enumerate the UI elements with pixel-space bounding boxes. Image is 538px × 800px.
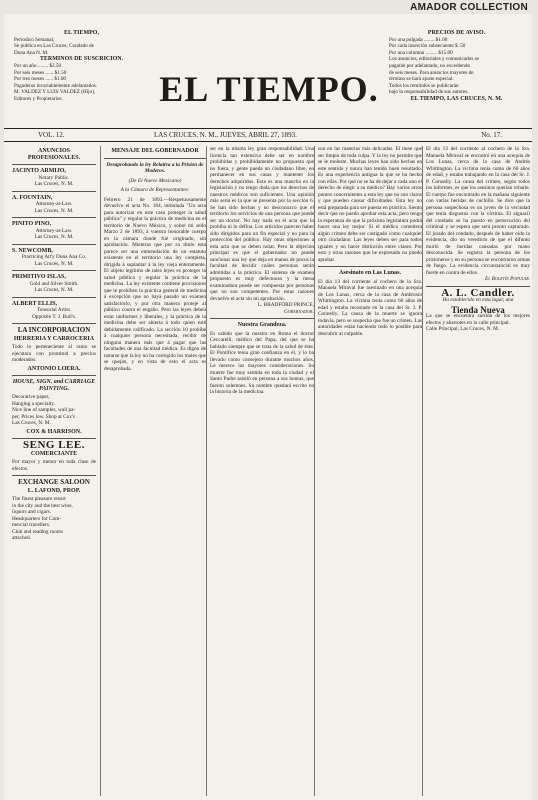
right-ear-line: término se hará ajuste especial. xyxy=(389,76,454,83)
article-heading: Asesinato en Las Lunas. xyxy=(338,270,401,276)
newspaper-title: EL TIEMPO. xyxy=(159,69,379,109)
card-line: Las Cruces, N. M. xyxy=(34,234,74,240)
ad-exchange-line: Headquarters for Com- xyxy=(12,515,62,522)
right-ear-line: EL TIEMPO, LAS CRUCES, N. M. xyxy=(410,95,503,102)
left-ear-line: Editores y Propietarios. xyxy=(14,95,63,102)
ad-exchange-line: in the city and the best wine, xyxy=(12,502,73,509)
ad-exchange-line: liquors and cigars. xyxy=(12,509,51,515)
article-body: son en las materias más delicadas. El tiene que ser limpio de toda culpa. Y la ley no permite que se le moleste. Muchas leyes han sido hechas en este sentido y nunca han tenido buen resultado. Es una experiencia antigua la que se ha hecho con ellas. Por qué no se ha de dejar a cada uno el derecho de elegir a su médico? Hay varios otros puntos concernientes a esta ley que no son claros y que pueden causar dificultades. Esta ley no está preparada para ser puesta en práctica. Siento decir que no puedo aprobar esta acta, pero tengo la esperanza de que la próxima legislatura podrá hacer una ley mejor. Si el médico cometiera algún crimen debe ser castigado como cualquier otro ciudadano. Las leyes deben ser para todos iguales y no hacer distinción entre clases. Por esto y otras razones que he expresado no puedo aprobar. xyxy=(318,146,422,263)
article-body: Febrero 21 de 1893.—Respetuosamente devuelvo el acta No. 184, intitulada "Un acta para autorizar en este caso proteger la salud pública" y regular la práctica de medicina en el territorio de Nuevo México, y sobre mi sello Marzo 2 de 1893, á vuestra honorable cuerpo en la cámara donde fué originado, sin aprobación. Mientras que por su título esta parece ser una enmendación de un estatuto existente en el territorio una ley completa, dirigida á suplantar á la ley vieja enteramente. El objeto legítimo de tales leyes es proteger la salud pública y regular la práctica de la medicina. La ley existente contiene provisiones que le prohíben la práctica general de medicina á excepción que no haya pasado un examen satisfactorio, y por otra manera proteje al público contra el engaño. Pero las leyes deben estar uniformes y liberales, y la práctica de la medicina debe ser abierta á todo quien esté debidamente calificado. La sección 10 prohíbe á cualquier persona necesitada, recibir de ninguna manera más que á pagar que las facultades de una facultad médica. Es digno de notarse que la ley no ha corregido los males que se quejan, y en vista de esto el acta es desaprobada. xyxy=(104,196,206,372)
divider xyxy=(210,318,314,319)
ad-painting-heading: HOUSE, SIGN, and CARRIAGE PAINTING. xyxy=(12,379,96,392)
place-date: LAS CRUCES, N. M., JUEVES, ABRIL 27, 1893. xyxy=(154,131,297,139)
left-ear-line: Dona Ana N. M. xyxy=(14,49,49,56)
ad-painting-line: Decorative paper, xyxy=(12,394,50,400)
divider xyxy=(318,266,422,267)
article-body: El día 13 del corriente al cochero de la Sra. Manuela Miraval fue asesinado en una acequia de Los Lunas, cerca de la casa de Ambrosio Whittington. La víctima tenía como 60 años de edad y estaba recostado en la casa del Sr. J. P. Connelly. La causa de la muerte se ignora todavía, pero se sospecha que fue un crimen. Las autoridades están haciendo todo lo posible para descubrir al culpable. xyxy=(318,278,422,337)
divider xyxy=(12,191,96,192)
ad-exchange-saloon-heading: EXCHANGE SALOON xyxy=(18,478,90,486)
divider xyxy=(12,297,96,298)
right-ear-head: PRECIOS DE AVISO. xyxy=(427,30,486,36)
card-line: Las Cruces, N. M. xyxy=(34,287,74,293)
right-ear-line: pagarán por adelantado, no excediendo xyxy=(389,62,471,69)
card-name: A. FOUNTAIN, xyxy=(12,194,53,201)
ad-exchange-line: Club and reading rooms xyxy=(12,528,64,535)
article-body: El día 13 del corriente al cochero de la Sra. Manuela Miraval se encontró en una acequia de Los Lunas, cerca de la casa de Andrés Whittington. La víctima tenía como de 60 años de edad, y estaba trabajando en la casa del Sr. J. P. Connelly. La causa del crimen, según todos los informes, es que los asesinos querían robarle. El cuerpo fue encontrado en la mañana siguiente con varias heridas de cuchillo. Se dice que la persona sospechosa es un joven de la vecindad que tenía disgustos con la víctima. El alguacil del condado se ha puesto en persecución del criminal y se espera que será pronto capturado. El jurado del condado, después de haber oído la evidencia, dio un veredicto de que el difunto murió de heridas causadas por mano desconocida. Se registra la persona de los prisioneros y en su persona se encontraron armas de fuego. La evidencia circunstancial es muy fuerte en contra de ellos. xyxy=(426,146,530,276)
signature-title: Gobernador. xyxy=(283,308,314,315)
ad-candler-store: Tienda Nueva xyxy=(451,304,505,315)
article-subheading: Desaprobando la ley Relativa a la Prision de Moderos. xyxy=(106,161,204,174)
card-2 xyxy=(12,221,96,241)
ad-painting-signature: COX & HARRISON. xyxy=(26,428,82,435)
ad-exchange-line: mercial travellers. xyxy=(12,522,51,528)
card-line: Attorney-at-Law. xyxy=(35,227,73,234)
dateline xyxy=(4,128,532,142)
right-ear-line: Por cada inserción subsecuente $ .50 xyxy=(389,43,466,50)
article-body: ser en la misma ley gran responsabilidad. Una licencia tan extensiva debe ser en nombre prohibidas y prohibidamente no propuesta que no fuera, y gente pueda un ciudadano libre, en permanecer en sus casas y mantener los derechos adquiridos. Esta es una mancha en la legislación y no tengo duda que los derechos de nuestros médicos son suficientes. Una opinión más seria es la que se presenta por la sección 6. Se han sido hechas y no desconozco que el territorio los servicios de una persona que puede ser un doctor. No hay nada en el acta que lo prohíba ni lo defina. Los artículos parecen haber sido dirigidos para un fin especial y no para la protección del público. Hay otras objeciones a esta acta que se deben notar. Pero la objeción principal es que el gobernador no puede sancionar una ley que deja en manos de pocos la facultad de decidir cuáles personas serán admitidas a la práctica. El sistema de examen propuesto es muy defectuoso y la mesa examinadora puede ser compuesta por personas que no son competentes. Por estas razones devuelvo el acta sin mi aprobación. xyxy=(210,146,314,302)
card-5 xyxy=(12,301,96,321)
ad-seng-lee-text: Por mayor y menor en toda clase de efectos. xyxy=(12,459,96,472)
left-ear-line: Por un año ........ $2.50 xyxy=(14,62,62,69)
divider xyxy=(12,164,96,165)
card-line: Las Cruces, N. M. xyxy=(34,207,74,214)
column-professional-ads xyxy=(12,146,96,796)
ad-painting-line: Nice line of samples, wall pa- xyxy=(12,407,76,413)
card-name: PRIMITIVO ISLAS, xyxy=(12,274,66,280)
ad-painting-line: per, Prices low. Shop at Cox's xyxy=(12,413,75,420)
ad-exchange-saloon-proprietor: L. LAFOND, PROP. xyxy=(27,487,81,494)
card-name: ALBERT ELLIS, xyxy=(12,300,58,307)
card-line: Notary Public. xyxy=(38,174,70,181)
card-line: Gold and Silver Smith. xyxy=(29,280,79,287)
column-five xyxy=(422,146,530,796)
right-ear-line: Todos los remitidos se publicarán xyxy=(389,82,459,89)
volume-number: VOL. 12. xyxy=(38,131,65,139)
article-heading: MENSAJE DEL GOBERNADOR xyxy=(111,148,199,154)
card-line: Attorney-at-Law. xyxy=(35,201,73,207)
ad-incorporacion-signature: ANTONIO LOERA. xyxy=(27,365,81,372)
card-name: JACINTO ARMIJO, xyxy=(12,168,66,174)
card-4 xyxy=(12,274,96,294)
card-name: PINITO PINO, xyxy=(12,221,52,227)
ad-candler-footer: Calle Principal, Las Cruces, N. M. xyxy=(426,326,500,332)
right-ear-line: Por una columna ......... $15.00 xyxy=(389,49,453,56)
ad-seng-lee-subheading: COMERCIANTE xyxy=(30,450,78,457)
column-governor-message xyxy=(100,146,206,796)
divider xyxy=(12,244,96,245)
card-0 xyxy=(12,168,96,188)
right-ear-line: de seis meses. Para anuncios mayores de xyxy=(389,69,474,76)
card-name: S. NEWCOMB, xyxy=(12,247,53,254)
article-attribution: El Boletín Popular. xyxy=(484,276,530,282)
signature-name: L. BRADFORD PRINCE, xyxy=(257,302,314,308)
ad-seng-lee-heading: SENG LEE. xyxy=(23,439,85,451)
divider xyxy=(12,323,96,324)
card-3 xyxy=(12,248,96,268)
columns xyxy=(12,146,528,796)
right-ear-line: bajo la responsabilidad de sus autores. xyxy=(389,89,469,96)
card-1 xyxy=(12,195,96,215)
column-four xyxy=(314,146,422,796)
card-line: Practicing Att'y Dona Ana Co. xyxy=(21,254,87,260)
left-ear-line: TERMINOS DE SUSCRICION. xyxy=(39,56,124,63)
left-ear-line: M. VALDEZ Y LUIS VALDEZ (Hijo), xyxy=(14,89,96,96)
article-greeting: A la Cámara de Representantes: xyxy=(120,187,190,193)
issue-number: No. 17. xyxy=(481,131,502,139)
left-ear-head: EL TIEMPO, xyxy=(64,30,99,36)
masthead xyxy=(4,30,532,126)
ad-incorporacion-text: Todo lo perteneciente al ramo se ejecutara con prontitud a precios moderados. xyxy=(12,344,96,363)
ad-incorporacion-heading: LA INCORPORACION xyxy=(17,326,91,334)
ad-exchange-line: The finest pleasure resort xyxy=(12,496,66,502)
ad-candler-line: Ha establecido en esta lugar, una xyxy=(442,297,514,303)
card-line: Las Cruces, N. M. xyxy=(34,260,74,267)
divider xyxy=(104,158,206,159)
column-three xyxy=(206,146,314,796)
right-ear-line: Por una pulgada ........ $1.00 xyxy=(389,36,448,43)
ad-incorporacion-subheading: HERRERIA Y CARROCERIA xyxy=(13,335,95,342)
ad-painting-line: Hanging a specialty. xyxy=(12,400,56,407)
divider xyxy=(12,217,96,218)
ad-candler-heading: A. L. Candler. xyxy=(441,286,515,299)
article-heading: Nuestra Grandeza. xyxy=(237,322,287,328)
left-ear-line: Pagaderos invariablemente adelantados. xyxy=(14,82,98,89)
article-body: Es sabido que la nuestra en Roma el doctor Ceccarelli, médico del Papa, del que se ha hablado siempre que se trata de la salud de éste. El Pontífice tenía gran confianza en él, y lo ha llevado como consejero durante muchos años. Le merece las mayores consideraciones. Su muerte fue muy sentida en toda la ciudad y el Santo Padre asistió en persona a sus honras, que fueron solemnes. Su nombre quedará escrito en la historia de la medicina. xyxy=(210,330,314,395)
right-ear xyxy=(389,30,524,122)
card-line: Las Cruces, N. M. xyxy=(34,181,74,187)
divider xyxy=(12,475,96,476)
left-ear-line: Se publica en Las Cruces, Condado de xyxy=(14,43,94,50)
left-ear xyxy=(14,30,149,122)
divider xyxy=(12,375,96,376)
ad-candler-text: La que se encuentra surtida de los mejores efectos y abarrotes en la calle principal. xyxy=(426,313,530,326)
left-ear-line: Periodico Semanal, xyxy=(14,36,55,43)
card-line: Opposite T. J. Bull's. xyxy=(31,313,77,320)
divider xyxy=(12,270,96,271)
collection-label: AMADOR COLLECTION xyxy=(410,2,528,13)
column-heading: ANUNCIOS PROFESIONALES. xyxy=(27,148,81,161)
ad-painting-line: Las Cruces, N. M. xyxy=(12,420,51,426)
left-ear-line: Por seis meses ...... $1.50 xyxy=(14,69,67,76)
card-line: Tonsorial Artist. xyxy=(36,307,72,313)
article-source: (De El Nuevo Mexicano) xyxy=(128,177,182,184)
left-ear-line: Por tres meses ...... $1.00 xyxy=(14,76,67,83)
ad-exchange-line: attached. xyxy=(12,535,31,541)
right-ear-line: Los anuncios, editoriales y comunicados se xyxy=(389,56,479,63)
